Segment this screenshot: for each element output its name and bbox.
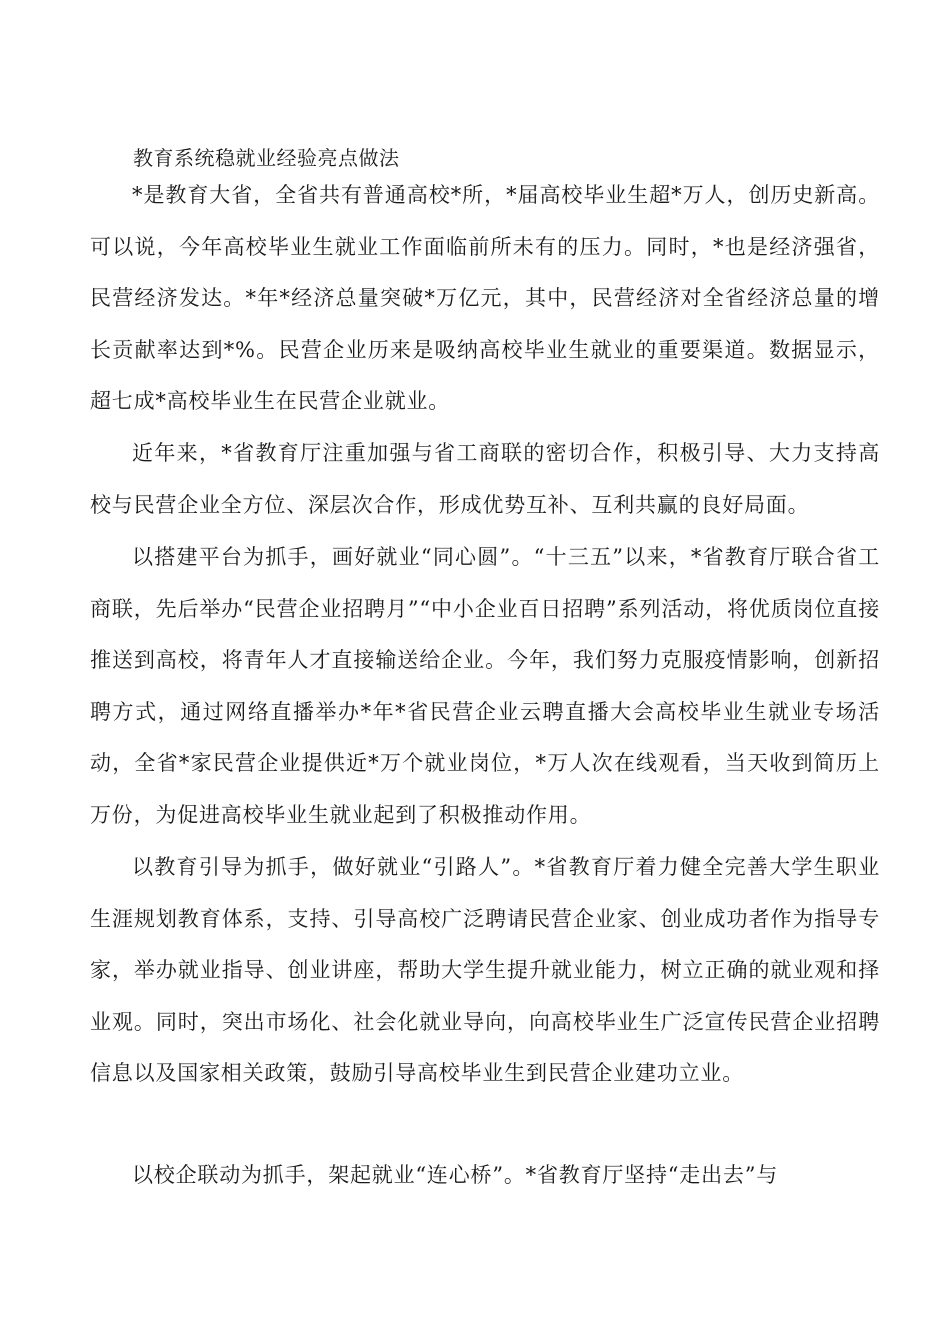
paragraph-platform: 以搭建平台为抓手，画好就业“同心圆”。“十三五”以来，*省教育厅联合省工商联，先后举办“民营企业招聘月”“中小企业百日招聘”系列活动，将优质岗位直接推送到高校，将青年人才直接输送给企业。今年，我们努力克服疫情影响，创新招聘方式，通过网络直播举办*年*省民营企业云聘直播大会高校毕业生就业专场活动，全省*家民营企业提供近*万个就业岗位，*万人次在线观看，当天收到简历上万份，为促进高校毕业生就业起到了积极推动作用。	[90, 545, 880, 827]
paragraph-intro: *是教育大省，全省共有普通高校*所，*届高校毕业生超*万人，创历史新高。可以说，今年高校毕业生就业工作面临前所未有的压力。同时，*也是经济强省，民营经济发达。*年*经济总量突破*万亿元，其中，民营经济对全省经济总量的增长贡献率达到*%。民营企业历来是吸纳高校毕业生就业的重要渠道。数据显示，超七成*高校毕业生在民营企业就业。	[90, 183, 880, 414]
document-title: 教育系统稳就业经验亮点做法	[133, 146, 400, 170]
paragraph-cooperation: 近年来，*省教育厅注重加强与省工商联的密切合作，积极引导、大力支持高校与民营企业全方位、深层次合作，形成优势互补、互利共赢的良好局面。	[90, 441, 880, 517]
paragraph-linkage: 以校企联动为抓手，架起就业“连心桥”。*省教育厅坚持“走出去”与	[132, 1163, 779, 1187]
paragraph-guidance: 以教育引导为抓手，做好就业“引路人”。*省教育厅着力健全完善大学生职业生涯规划教育体系，支持、引导高校广泛聘请民营企业家、创业成功者作为指导专家，举办就业指导、创业讲座，帮助大学生提升就业能力，树立正确的就业观和择业观。同时，突出市场化、社会化就业导向，向高校毕业生广泛宣传民营企业招聘信息以及国家相关政策，鼓励引导高校毕业生到民营企业建功立业。	[90, 855, 880, 1086]
